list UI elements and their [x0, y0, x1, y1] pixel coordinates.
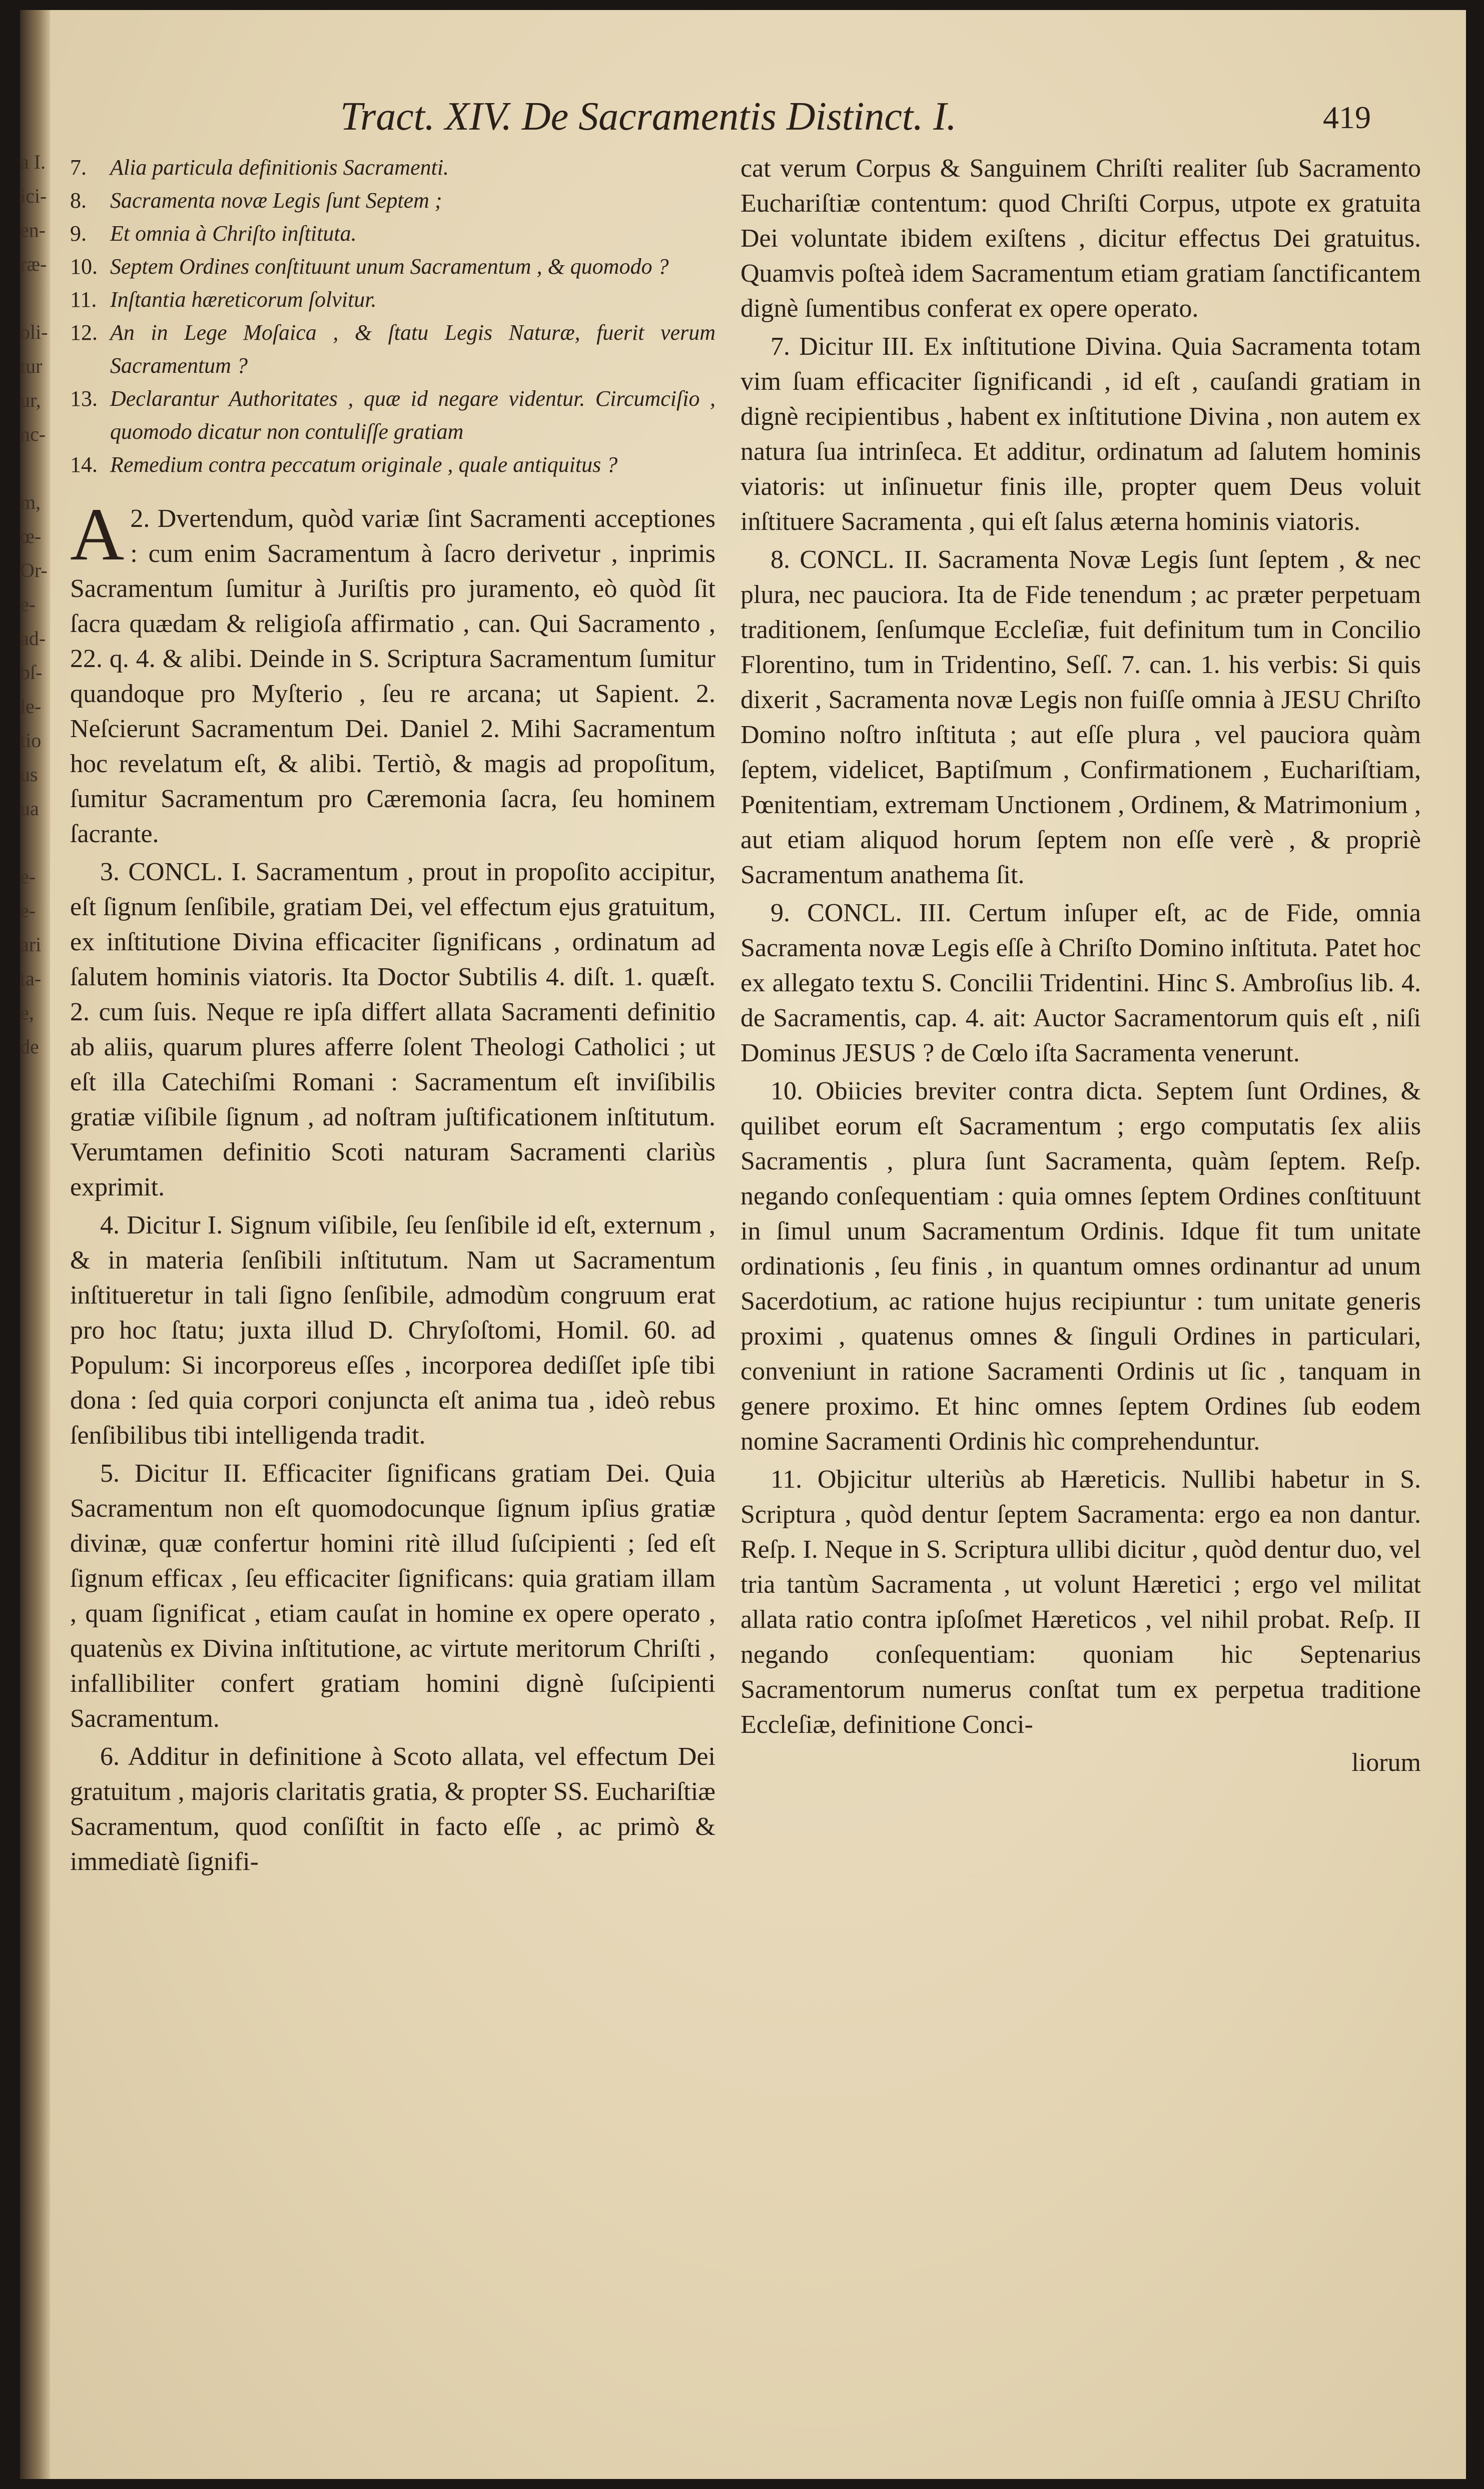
- paragraph: [70, 855, 715, 1205]
- paragraph: [740, 1074, 1421, 1459]
- paragraph-text: Obiicies breviter contra dicta. Septem ſunt Ordines, & quilibet eorum eſt Sacramentum ; ergo computatis ſex aliis Sacramentis , plura ſunt Sacramenta, quàm ſeptem. Reſp. negando conſequentiam : quia omnes ſeptem Ordines conſtituunt in ſimul unum Sacramentum Ordinis. Idque fit tum unitate ordinationis , ſeu finis , in quantum omnes ordinantur ad unum Sacerdotium, ac ratione hujus recipiuntur : tum unitate generis proximi , quatenus omnes & ſinguli Ordines in particulari, conveniunt in ratione Sacramenti Ordinis ut ſic , tanquam in genere proximo. Et hinc omnes ſeptem Ordines ſub eodem nomine Sacramenti Ordinis hìc comprehenduntur.: [740, 1077, 1421, 1456]
- paragraph-text: cat verum Corpus & Sanguinem Chriſti realiter ſub Sacramento Euchariſtiæ contentum: quod Chriſti Corpus, utpote ex gratuita Dei voluntate ibidem exiſtens , dicitur effectus Dei gratuitus. Quamvis poſteà idem Sacramentum etiam gratiam ſanctificantem dignè ſumentibus conferat ex opere operato.: [740, 154, 1421, 323]
- summary-item: [70, 382, 715, 448]
- margin-fragment: ua: [20, 797, 39, 820]
- margin-fragment: en-: [20, 219, 46, 241]
- margin-fragment: e,: [20, 1001, 34, 1024]
- paragraph-number: 6.: [100, 1742, 128, 1771]
- page-header: [340, 94, 1391, 149]
- summary-item: [70, 184, 715, 217]
- running-title: Tract. XIV. De Sacramentis Distinct. I.: [340, 95, 957, 139]
- right-column-body: [740, 151, 1421, 1742]
- margin-fragment: [20, 281, 50, 315]
- summary-item: [70, 283, 715, 316]
- margin-fragment: e-: [20, 593, 36, 615]
- margin-fragment: us: [20, 763, 38, 786]
- paragraph: [740, 151, 1421, 326]
- margin-fragment: œ-: [20, 525, 42, 547]
- margin-fragment: le-: [20, 695, 42, 718]
- margin-fragment: nc-: [20, 423, 46, 445]
- margin-fragment: bſ-: [20, 661, 43, 684]
- margin-fragment: ici-: [20, 185, 47, 207]
- paragraph: [740, 542, 1421, 893]
- summary-text: Et omnia à Chriſto inſtituta.: [110, 221, 357, 246]
- margin-fragment: ur,: [20, 389, 41, 411]
- summary-number: 7.: [70, 155, 87, 180]
- summary-number: 11.: [70, 287, 97, 312]
- summary-item: [70, 316, 715, 382]
- right-column: [740, 151, 1421, 1780]
- summary-number: 12.: [70, 320, 98, 345]
- margin-fragment: e-: [20, 865, 36, 888]
- summary-number: 8.: [70, 188, 87, 213]
- paragraph-text: Additur in definitione à Scoto allata, vel effectum Dei gratuitum , majoris claritatis gratia, & propter SS. Euchariſtiæ Sacramentum, quod conſiſtit in facto eſſe , ac primò & immediatè ſignifi-: [70, 1742, 715, 1876]
- margin-fragment: e-: [20, 899, 36, 922]
- left-column: [70, 151, 715, 1883]
- summary-text: Remedium contra peccatum originale , quale antiquitus ?: [110, 452, 618, 477]
- previous-page-margin: [20, 145, 50, 1064]
- book-page: [20, 10, 1466, 2479]
- paragraph-text: Dicitur I. Signum viſibile, ſeu ſenſibile id eſt, externum , & in materia ſenſibili inſtitutum. Nam ut Sacramentum inſtitueretur in tali ſigno ſenſibile, admodùm congruum erat pro hoc ſtatu; juxta illud D. Chryſoſtomi, Homil. 60. ad Populum: Si incorporeus eſſes , incorporea dediſſet ipſe tibi dona : ſed quia corpori conjuncta eſt anima tua , ideò rebus ſenſibilibus tibi intelligenda tradit.: [70, 1211, 715, 1450]
- summary-text: An in Lege Moſaica , & ſtatu Legis Naturæ, fuerit verum Sacramentum ?: [110, 320, 715, 378]
- summary-item: [70, 448, 715, 481]
- summary-text: Sacramenta novæ Legis ſunt Septem ;: [110, 188, 442, 213]
- summary-number: 10.: [70, 254, 98, 279]
- paragraph-text: Objicitur ulteriùs ab Hæreticis. Nullibi habetur in S. Scriptura , quòd dentur ſeptem Sacramenta: ergo ea non dantur. Reſp. I. Neque in S. Scriptura ullibi dicitur , quòd dentur duo, vel tria tantùm Sacramenta , ut volunt Hæretici ; ergo vel militat allata ratio contra ipſoſmet Hæreticos , vel nihil probat. Reſp. II negando conſequentiam: quoniam hic Septenarius Sacramentorum numerus conſtat tum ex perpetua traditione Eccleſiæ, definitione Conci-: [740, 1465, 1421, 1739]
- paragraph-number: 11.: [771, 1465, 818, 1494]
- paragraph-number: 2.: [130, 504, 158, 533]
- paragraph-text: CONCL. I. Sacramentum , prout in propoſito accipitur, eſt ſignum ſenſibile, gratiam Dei, vel effectum ejus gratuitum, ex inſtitutione Divina efficaciter ſignificans , ordinatum ad ſalutem hominis viatoris. Ita Doctor Subtilis 4. diſt. 1. quæſt. 2. cum ſuis. Neque re ipſa differt allata Sacramenti definitio ab aliis, quarum plures afferre ſolent Theologi Catholici ; ut eſt illa Catechiſmi Romani : Sacramentum eſt inviſibilis gratiæ viſibile ſignum , ad noſtram juſtificationem inſtitutum. Verumtamen definitio Scoti naturam Sacramenti clariùs exprimit.: [70, 858, 715, 1201]
- paragraph-number: 8.: [771, 545, 800, 574]
- summary-text: Septem Ordines conſtituunt unum Sacramentum , & quomodo ?: [110, 254, 669, 279]
- margin-fragment: oli-: [20, 321, 48, 343]
- paragraph: [70, 493, 715, 852]
- summary-text: Inſtantia hæreticorum ſolvitur.: [110, 287, 377, 312]
- margin-fragment: m,: [20, 491, 41, 513]
- paragraph-text: Dicitur II. Efficaciter ſignificans gratiam Dei. Quia Sacramentum non eſt quomodocunque ſignum ipſius gratiæ divinæ, quæ confertur homini ritè illud ſuſcipienti ; ſed eſt ſignum efficax , ſeu efficaciter ſignificans: quia gratiam illam , quam ſignificat , etiam cauſat in homine ex opere operato , quatenùs ex Divina inſtitutione, ac virtute meritorum Chriſti , infallibiliter confert gratiam homini dignè ſuſcipienti Sacramentum.: [70, 1459, 716, 1733]
- paragraph: [740, 1462, 1421, 1742]
- margin-fragment: ta-: [20, 967, 42, 990]
- paragraph: [740, 896, 1421, 1071]
- paragraph: [740, 329, 1421, 539]
- paragraph-number: 9.: [771, 899, 808, 927]
- margin-fragment: [20, 826, 50, 860]
- summary-number: 14.: [70, 452, 98, 477]
- margin-fragment: de: [20, 1035, 39, 1058]
- paragraph-text: Dicitur III. Ex inſtitutione Divina. Quia Sacramenta totam vim ſuam efficaciter ſignificandi , id eſt , cauſandi gratiam in dignè recipientibus , habent ex inſtitutione Divina , non autem ex natura ſua intrinſeca. Et additur, ordinatum ad ſalutem hominis viatoris: ut inſinuetur finis ille, propter quem Deus voluit inſtituere Sacramenta , qui eſt ſalus æterna hominis viatoris.: [740, 332, 1421, 536]
- margin-fragment: Or-: [20, 559, 48, 581]
- paragraph-number: 4.: [100, 1211, 127, 1239]
- summary-item: [70, 250, 715, 283]
- paragraph: [70, 1208, 715, 1453]
- margin-fragment: ræ-: [20, 253, 47, 275]
- summary-number: 13.: [70, 386, 98, 411]
- paragraph-text: CONCL. III. Certum inſuper eſt, ac de Fide, omnia Sacramenta novæ Legis eſſe à Chriſto Domino inſtituta. Patet hoc ex allegato textu S. Concilii Tridentini. Hinc S. Ambroſius lib. 4. de Sacramentis, cap. 4. ait: Auctor Sacramentorum quis eſt , niſi Dominus JESUS ? de Cœlo iſta Sacramenta venerunt.: [740, 899, 1421, 1067]
- summary-number: 9.: [70, 221, 87, 246]
- paragraph-text: Dvertendum, quòd variæ ſint Sacramenti acceptiones : cum enim Sacramentum à ſacro derivetur , inprimis Sacramentum ſumitur à Juriſtis pro juramento, eò quòd ſit ſacra quædam & religioſa affirmatio , can. Qui Sacramento , 22. q. 4. & alibi. Deinde in S. Scriptura Sacramentum ſumitur quandoque pro Myſterio , ſeu re arcana; ut Sapient. 2. Neſcierunt Sacramentum Dei. Daniel 2. Mihi Sacramentum hoc revelatum eſt, & alibi. Tertiò, & magis ad propoſitum, ſumitur Sacramentum pro Cæremonia ſacra, ſeu hominem ſacrante.: [70, 504, 715, 848]
- paragraph: [70, 1456, 715, 1736]
- summary-text: Declarantur Authoritates , quæ id negare videntur. Circumciſio , quomodo dicatur non contuliſſe gratiam: [110, 386, 715, 444]
- summary-item: [70, 217, 715, 250]
- margin-fragment: tio: [20, 729, 42, 752]
- margin-fragment: ad-: [20, 627, 46, 650]
- paragraph-number: 3.: [100, 858, 129, 886]
- margin-fragment: tur: [20, 355, 43, 377]
- summary-list: [70, 151, 715, 481]
- summary-text: Alia particula definitionis Sacramenti.: [110, 155, 449, 180]
- left-column-body: [70, 493, 716, 1880]
- paragraph: [70, 1739, 715, 1880]
- paragraph-text: CONCL. II. Sacramenta Novæ Legis ſunt ſeptem , & nec plura, nec pauciora. Ita de Fide tenendum ; ac præter perpetuam traditionem, ſenſumque Eccleſiæ, fuit definitum tum in Concilio Florentino, tum in Tridentino, Seſſ. 7. can. 1. his verbis: Si quis dixerit , Sacramenta novæ Legis non fuiſſe omnia à JESU Chriſto Domino noſtro inſtituta ; aut eſſe plura , vel pauciora quàm ſeptem, videlicet, Baptiſmum , Confirmationem , Euchariſtiam, Pœnitentiam, extremam Unctionem , Ordinem, & Matrimonium , aut etiam aliquod horum ſeptem non eſſe verè , & propriè Sacramentum anathema ſit.: [740, 545, 1421, 889]
- paragraph-number: 7.: [771, 332, 800, 361]
- page-number: 419: [1323, 100, 1371, 135]
- drop-cap: A: [70, 493, 125, 576]
- paragraph-number: 10.: [771, 1077, 816, 1105]
- catchword: liorum: [1351, 1748, 1421, 1777]
- summary-item: [70, 151, 715, 184]
- margin-fragment: ari: [20, 933, 42, 956]
- margin-fragment: a I.: [20, 151, 46, 173]
- paragraph-number: 5.: [100, 1459, 135, 1488]
- margin-fragment: [20, 451, 50, 485]
